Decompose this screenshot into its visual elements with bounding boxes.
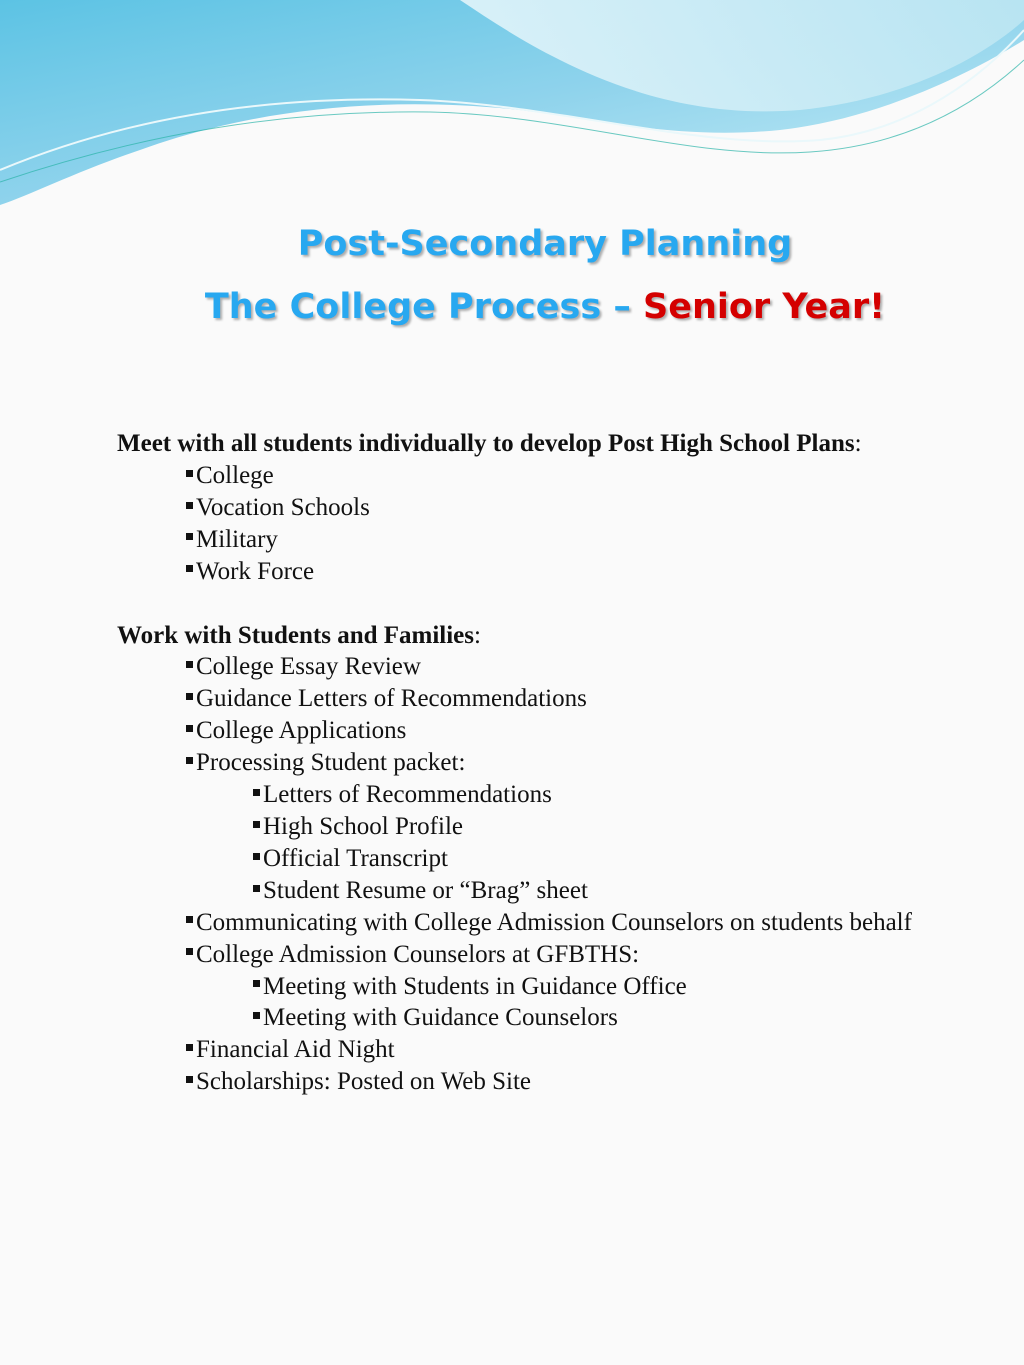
- square-bullet-icon: [253, 885, 260, 892]
- list-item: Letters of Recommendations: [117, 779, 1017, 811]
- page-subtitle: [0, 285, 1024, 329]
- list-item: Processing Student packet:: [117, 747, 1017, 779]
- square-bullet-icon: [186, 470, 193, 477]
- list-item: Meeting with Guidance Counselors: [117, 1002, 1017, 1034]
- page-title: Post-Secondary Planning: [297, 224, 793, 264]
- list-item: Work Force: [117, 556, 1017, 588]
- section-heading: Meet with all students individually to develop Post High School Plans:: [117, 430, 862, 457]
- square-bullet-icon: [186, 533, 193, 540]
- square-bullet-icon: [253, 853, 260, 860]
- section-spacer: [117, 588, 1017, 620]
- header-wave-decoration: [0, 0, 1024, 220]
- square-bullet-icon: [186, 1044, 193, 1051]
- subtitle-accent: Senior Year!: [643, 287, 886, 327]
- list-item: College: [117, 460, 1017, 492]
- list-item: College Essay Review: [117, 651, 1017, 683]
- section-families: [117, 620, 1017, 1099]
- square-bullet-icon: [186, 693, 193, 700]
- square-bullet-icon: [186, 565, 193, 572]
- square-bullet-icon: [186, 725, 193, 732]
- square-bullet-icon: [253, 821, 260, 828]
- list-item: Scholarships: Posted on Web Site: [117, 1066, 1017, 1098]
- square-bullet-icon: [253, 1012, 260, 1019]
- list-item: Communicating with College Admission Counselors on students behalf: [117, 907, 1017, 939]
- square-bullet-icon: [186, 502, 193, 509]
- section-plans: [117, 428, 1017, 588]
- list-item: College Applications: [117, 715, 1017, 747]
- title-block: [0, 222, 1024, 329]
- list-item: Student Resume or “Brag” sheet: [117, 875, 1017, 907]
- list-item: Guidance Letters of Recommendations: [117, 683, 1017, 715]
- list-item: College Admission Counselors at GFBTHS:: [117, 939, 1017, 971]
- list-item: High School Profile: [117, 811, 1017, 843]
- section-heading: Work with Students and Families:: [117, 621, 481, 649]
- square-bullet-icon: [186, 757, 193, 764]
- list-item: Official Transcript: [117, 843, 1017, 875]
- content-body: [117, 428, 1017, 1098]
- list-item: Military: [117, 524, 1017, 556]
- subtitle-main: The College Process –: [204, 287, 644, 327]
- square-bullet-icon: [186, 1076, 193, 1083]
- square-bullet-icon: [186, 916, 193, 923]
- square-bullet-icon: [186, 948, 193, 955]
- families-list: [117, 651, 1017, 1098]
- square-bullet-icon: [253, 789, 260, 796]
- square-bullet-icon: [186, 661, 193, 668]
- square-bullet-icon: [253, 980, 260, 987]
- list-item: Financial Aid Night: [117, 1034, 1017, 1066]
- list-item: Meeting with Students in Guidance Office: [117, 971, 1017, 1003]
- plans-list: [117, 460, 1017, 588]
- list-item: Vocation Schools: [117, 492, 1017, 524]
